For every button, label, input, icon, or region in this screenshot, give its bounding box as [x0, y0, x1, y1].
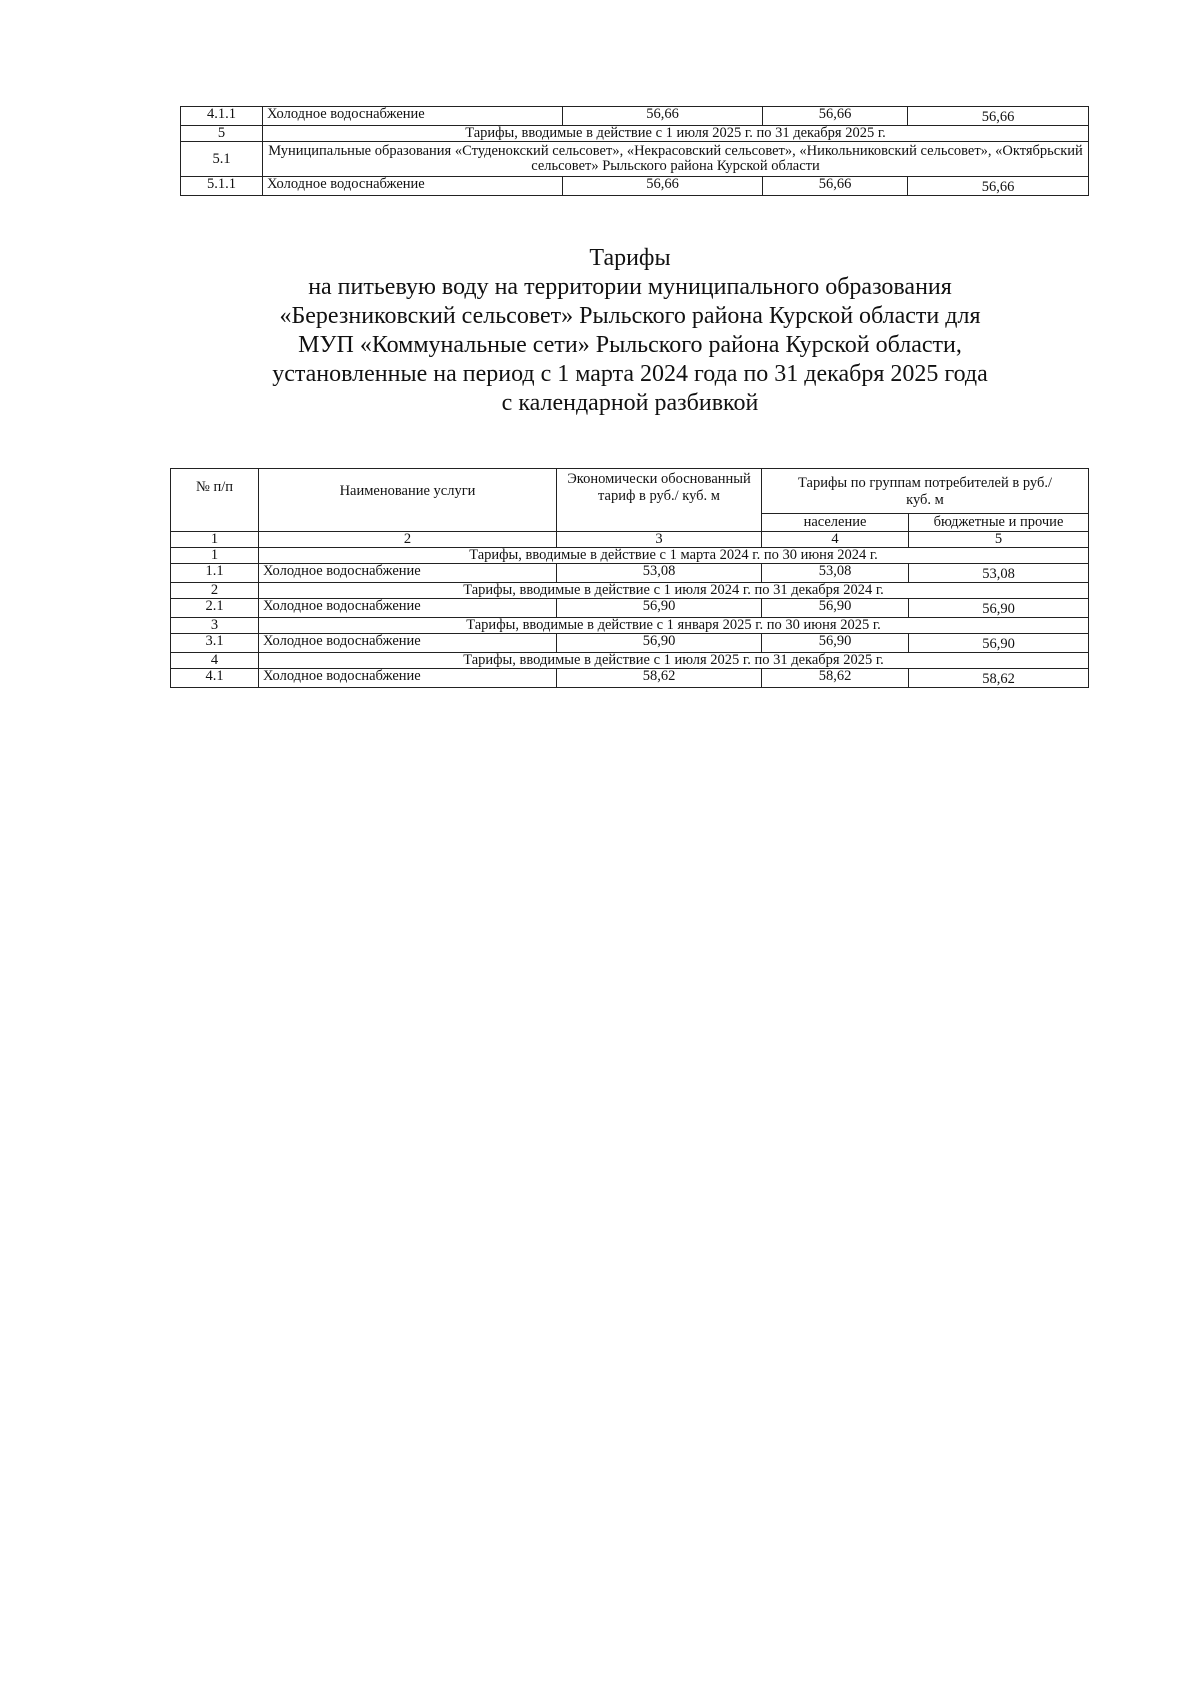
table-row	[171, 564, 1089, 583]
service-name: Холодное водоснабжение	[263, 107, 563, 126]
row-number: 3.1	[171, 634, 259, 653]
budget-tariff: 53,08	[909, 564, 1089, 583]
table-row	[171, 548, 1089, 564]
period-heading: Тарифы, вводимые в действие с 1 июля 2025 г. по 31 декабря 2025 г.	[263, 126, 1089, 142]
budget-tariff: 56,90	[909, 599, 1089, 618]
row-number: 2	[171, 583, 259, 599]
col-number: 4	[762, 532, 909, 548]
col-number: 3	[557, 532, 762, 548]
row-number: 4	[171, 653, 259, 669]
period-heading: Тарифы, вводимые в действие с 1 июля 2025 г. по 31 декабря 2025 г.	[259, 653, 1089, 669]
title-line: на питьевую воду на территории муниципального образования	[308, 274, 952, 300]
header-groups: Тарифы по группам потребителей в руб./ куб. м	[762, 469, 1089, 514]
table-row	[181, 107, 1089, 126]
period-heading: Тарифы, вводимые в действие с 1 января 2025 г. по 30 июня 2025 г.	[259, 618, 1089, 634]
title-line: МУП «Коммунальные сети» Рыльского района Курской области,	[298, 332, 962, 358]
table-row	[171, 653, 1089, 669]
col-number: 1	[171, 532, 259, 548]
econ-tariff: 56,66	[563, 107, 763, 126]
header-budget: бюджетные и прочие	[909, 514, 1089, 532]
table-row	[181, 126, 1089, 142]
col-number: 5	[909, 532, 1089, 548]
econ-tariff: 56,90	[557, 634, 762, 653]
service-name: Холодное водоснабжение	[259, 634, 557, 653]
top-tariff-table	[180, 106, 1089, 196]
main-tariff-table	[170, 468, 1089, 688]
table-row	[171, 599, 1089, 618]
row-number: 5.1.1	[181, 177, 263, 196]
title-line: с календарной разбивкой	[501, 390, 759, 416]
header-no: № п/п	[171, 469, 259, 532]
table-row	[171, 583, 1089, 599]
service-name: Холодное водоснабжение	[259, 599, 557, 618]
population-tariff: 56,90	[762, 599, 909, 618]
table-row	[181, 142, 1089, 177]
table-row	[181, 177, 1089, 196]
document-title	[180, 244, 1080, 418]
population-tariff: 56,66	[763, 177, 908, 196]
population-tariff: 53,08	[762, 564, 909, 583]
econ-tariff: 58,62	[557, 669, 762, 688]
row-number: 3	[171, 618, 259, 634]
header-econ: Экономически обоснованный тариф в руб./ куб. м	[557, 469, 762, 532]
service-name: Холодное водоснабжение	[259, 669, 557, 688]
budget-tariff: 56,66	[908, 107, 1089, 126]
population-tariff: 56,66	[763, 107, 908, 126]
budget-tariff: 56,90	[909, 634, 1089, 653]
table-row	[171, 634, 1089, 653]
header-name: Наименование услуги	[259, 469, 557, 532]
econ-tariff: 56,90	[557, 599, 762, 618]
title-line: Тарифы	[589, 245, 671, 271]
header-population: население	[762, 514, 909, 532]
table-header-row	[171, 469, 1089, 514]
row-number: 5.1	[181, 142, 263, 177]
econ-tariff: 56,66	[563, 177, 763, 196]
column-number-row	[171, 532, 1089, 548]
title-line: «Березниковский сельсовет» Рыльского района Курской области для	[279, 303, 981, 329]
row-number: 1	[171, 548, 259, 564]
population-tariff: 56,90	[762, 634, 909, 653]
table-row	[171, 618, 1089, 634]
service-name: Холодное водоснабжение	[259, 564, 557, 583]
period-heading: Тарифы, вводимые в действие с 1 марта 2024 г. по 30 июня 2024 г.	[259, 548, 1089, 564]
title-line: установленные на период с 1 марта 2024 года по 31 декабря 2025 года	[272, 361, 988, 387]
row-number: 4.1	[171, 669, 259, 688]
table-row	[171, 669, 1089, 688]
econ-tariff: 53,08	[557, 564, 762, 583]
municipality-heading: Муниципальные образования «Студенокский сельсовет», «Некрасовский сельсовет», «Никольниковский сельсовет», «Октябрьский сельсовет» Рыльского района Курской области	[263, 142, 1089, 177]
row-number: 2.1	[171, 599, 259, 618]
row-number: 5	[181, 126, 263, 142]
population-tariff: 58,62	[762, 669, 909, 688]
row-number: 4.1.1	[181, 107, 263, 126]
period-heading: Тарифы, вводимые в действие с 1 июля 2024 г. по 31 декабря 2024 г.	[259, 583, 1089, 599]
row-number: 1.1	[171, 564, 259, 583]
col-number: 2	[259, 532, 557, 548]
budget-tariff: 58,62	[909, 669, 1089, 688]
budget-tariff: 56,66	[908, 177, 1089, 196]
service-name: Холодное водоснабжение	[263, 177, 563, 196]
